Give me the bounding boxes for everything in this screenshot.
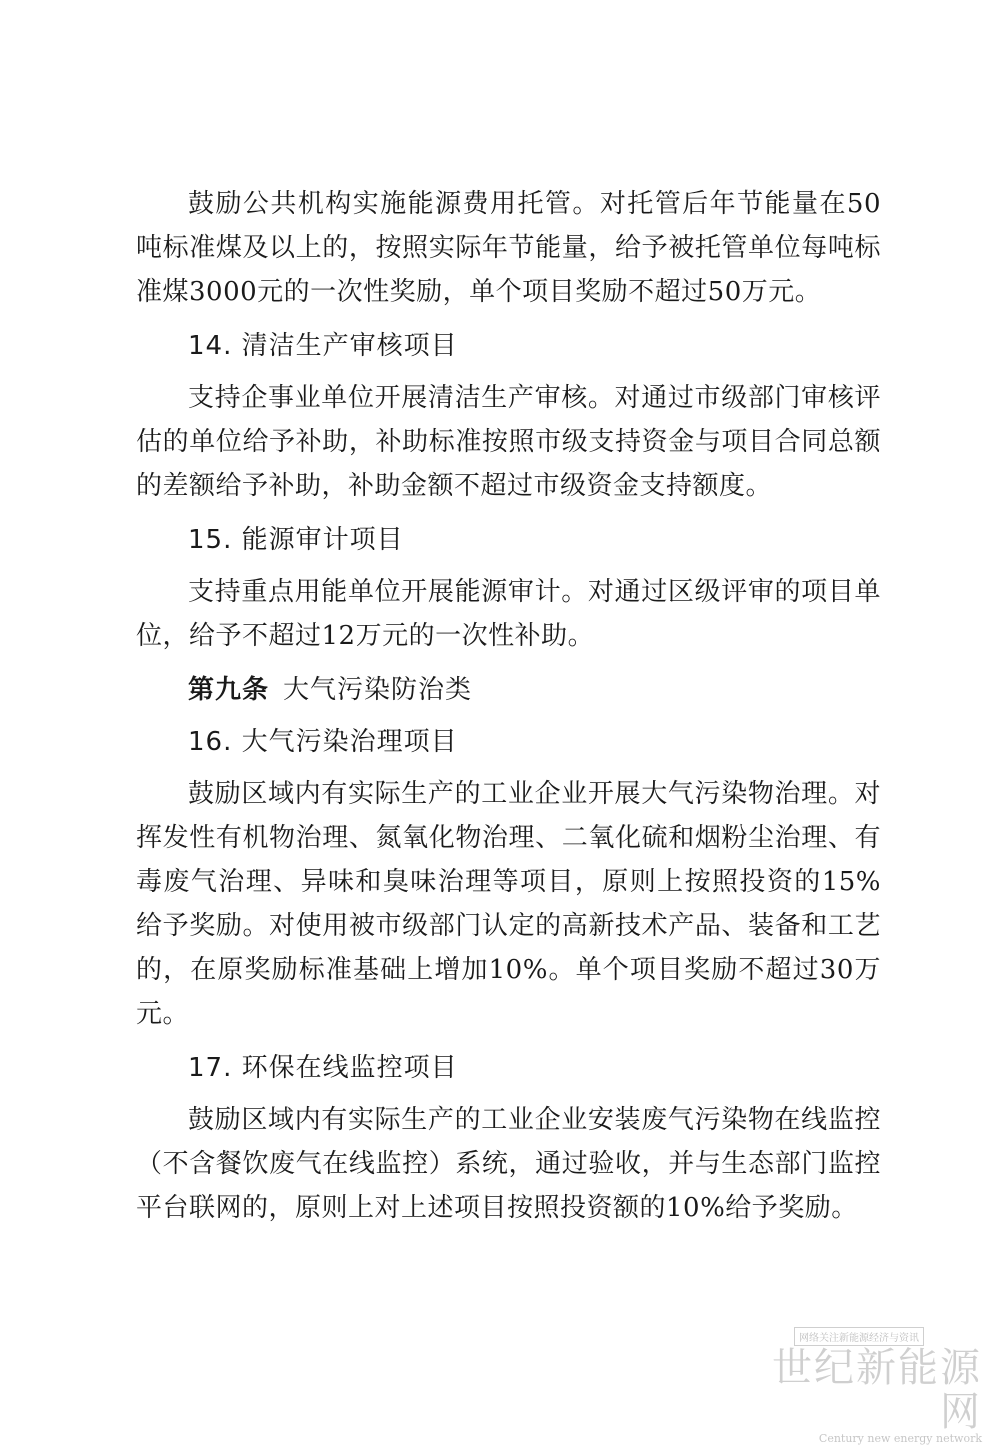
site-watermark bbox=[752, 1326, 982, 1445]
paragraph-clean-production: 支持企事业单位开展清洁生产审核。对通过市级部门审核评估的单位给予补助，补助标准按照市级支持资金与项目合同总额的差额给予补助，补助金额不超过市级资金支持额度。 bbox=[136, 383, 881, 501]
document-body bbox=[136, 182, 881, 1240]
heading-item-17: 17. 环保在线监控项目 bbox=[188, 1053, 458, 1083]
watermark-english: Century new energy network bbox=[818, 1432, 982, 1445]
heading-item-16: 16. 大气污染治理项目 bbox=[188, 727, 458, 757]
paragraph-online-monitoring: 鼓励区域内有实际生产的工业企业安装废气污染物在线监控（不含餐饮废气在线监控）系统，通过验收，并与生态部门监控平台联网的，原则上对上述项目按照投资额的10%给予奖励。 bbox=[136, 1105, 881, 1223]
paragraph-energy-custody: 鼓励公共机构实施能源费用托管。对托管后年节能量在50吨标准煤及以上的，按照实际年节能量，给予被托管单位每吨标准煤3000元的一次性奖励，单个项目奖励不超过50万元。 bbox=[136, 189, 881, 307]
heading-item-14: 14. 清洁生产审核项目 bbox=[188, 331, 458, 361]
watermark-tagline: 网络关注新能源经济与资讯 bbox=[794, 1327, 924, 1346]
article-heading-9 bbox=[136, 668, 881, 712]
heading-item-15: 15. 能源审计项目 bbox=[188, 525, 404, 555]
paragraph-energy-audit: 支持重点用能单位开展能源审计。对通过区级评审的项目单位，给予不超过12万元的一次性补助。 bbox=[136, 577, 881, 651]
article-title: 大气污染防治类 bbox=[283, 675, 473, 705]
watermark-logo-text: 世纪新能源网 bbox=[772, 1345, 982, 1435]
paragraph-air-pollution: 鼓励区域内有实际生产的工业企业开展大气污染物治理。对挥发性有机物治理、氮氧化物治理、二氧化硫和烟粉尘治理、有毒废气治理、异味和臭味治理等项目，原则上按照投资的15%给予奖励。对使用被市级部门认定的高新技术产品、装备和工艺的，在原奖励标准基础上增加10%。单个项目奖励不超过30万元。 bbox=[136, 779, 881, 1029]
article-number: 第九条 bbox=[188, 675, 270, 705]
